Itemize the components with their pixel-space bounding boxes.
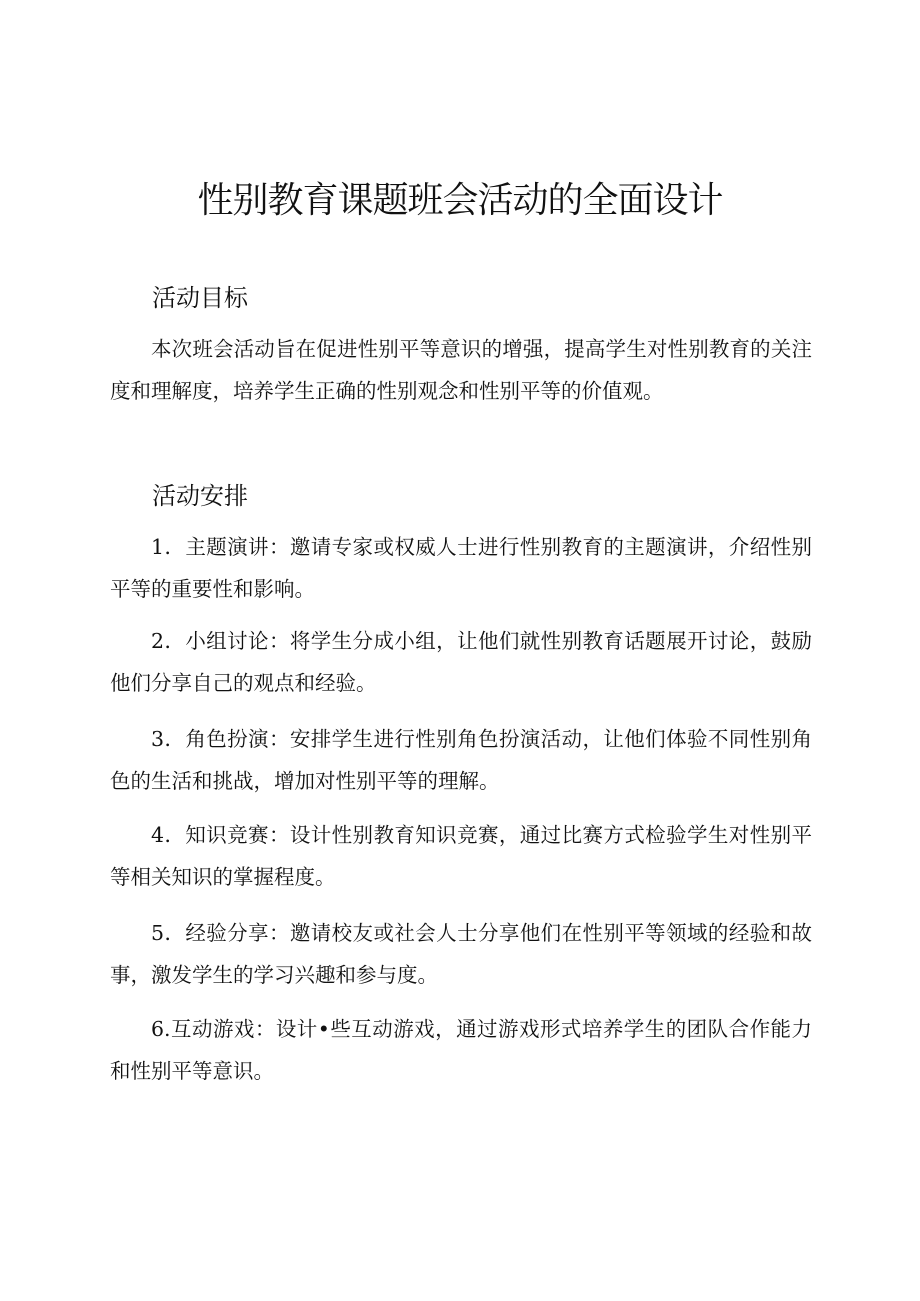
page-title: 性别教育课题班会活动的全面设计 <box>197 180 723 221</box>
arrangement-item-quiz: 4．知识竞赛：设计性别教育知识竞赛，通过比赛方式检验学生对性别平等相关知识的掌握程度。 <box>110 823 812 889</box>
arrangement-item-interactive-games: 6.互动游戏：设计•些互动游戏，通过游戏形式培养学生的团队合作能力和性别平等意识。 <box>110 1017 812 1083</box>
arrangement-item-group-discussion: 2．小组讨论：将学生分成小组，让他们就性别教育话题展开讨论，鼓励他们分享自己的观点和经验。 <box>110 629 812 695</box>
section-heading-arrangement: 活动安排 <box>152 482 248 510</box>
arrangement-item-experience-sharing: 5．经验分享：邀请校友或社会人士分享他们在性别平等领域的经验和故事，激发学生的学习兴趣和参与度。 <box>110 921 812 987</box>
arrangement-item-keynote: 1．主题演讲：邀请专家或权威人士进行性别教育的主题演讲，介绍性别平等的重要性和影响。 <box>110 535 812 601</box>
goals-paragraph: 本次班会活动旨在促进性别平等意识的增强，提高学生对性别教育的关注度和理解度，培养学生正确的性别观念和性别平等的价值观。 <box>110 337 812 403</box>
section-heading-goals: 活动目标 <box>152 284 248 312</box>
arrangement-item-role-play: 3．角色扮演：安排学生进行性别角色扮演活动，让他们体验不同性别角色的生活和挑战，增加对性别平等的理解。 <box>110 727 812 793</box>
